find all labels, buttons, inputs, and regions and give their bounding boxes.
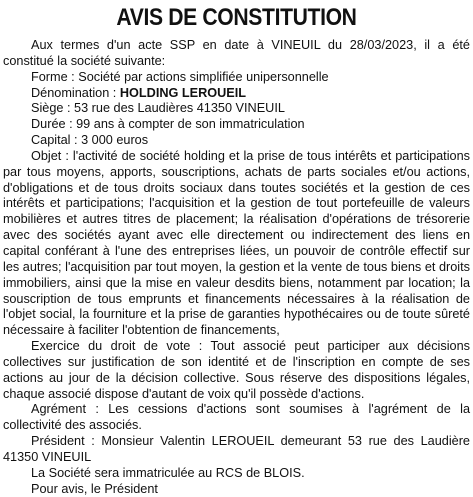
denomination-line — [3, 86, 470, 102]
objet-paragraph: Objet : l'activité de société holding et la prise de tous intérêts et participations par tous moyens, apports, souscriptions, achats de parts sociales et/ou actions, d'obligations et de tous droits sociaux dans toutes sociétés et la gestion de ces intérêts et participations; l'acquisition et la gestion de tout portefeuille de valeurs mobilières et autres titres de placement; la réalisation d'opérations de trésorerie avec des sociétés ayant avec elle directement ou indirectement des liens en capital conférant à l'une des entreprises liées, un pouvoir de contrôle effectif sur les autres; l'acquisition par tout moyen, la gestion et la vente de tous biens et droits immobiliers, ainsi que la mise en valeur desdits biens, notamment par location; la souscription de tous emprunts et financements nécessaires à la réalisation de l'objet social, la fourniture et la prise de garanties hypothécaires ou de toute sûreté nécessaire à faciliter l'obtention de financements, — [3, 148, 470, 338]
agrement-paragraph: Agrément : Les cessions d'actions sont soumises à l'agrément de la collectivité des associés. — [3, 402, 470, 433]
siege-line: Siège : 53 rue des Laudières 41350 VINEUIL — [31, 101, 285, 116]
vote-paragraph: Exercice du droit de vote : Tout associé peut participer aux décisions collectives sur justification de son identité et de l'inscription en compte de ses actions au jour de la décision collective. Sous réserve des dispositions légales, chaque associé dispose d'autant de voix qu'il possède d'actions. — [3, 339, 470, 401]
capital-line: Capital : 3 000 euros — [31, 133, 149, 148]
president-paragraph: Président : Monsieur Valentin LEROUEIL demeurant 53 rue des Laudière 41350 VINEUIL — [3, 434, 470, 464]
denomination-value: HOLDING LEROUEIL — [119, 85, 247, 100]
notice-title: AVIS DE CONSTITUTION — [116, 4, 357, 31]
denomination-label: Dénomination : — [31, 85, 120, 100]
forme-line: Forme : Société par actions simplifiée unipersonnelle — [31, 69, 329, 84]
signature-line: Pour avis, le Président — [31, 481, 158, 496]
duree-line: Durée : 99 ans à compter de son immatriculation — [31, 117, 305, 132]
rcs-line: La Société sera immatriculée au RCS de BLOIS. — [31, 465, 305, 480]
intro-paragraph: Aux termes d'un acte SSP en date à VINEUIL du 28/03/2023, il a été constitué la société suivante: — [3, 38, 470, 68]
